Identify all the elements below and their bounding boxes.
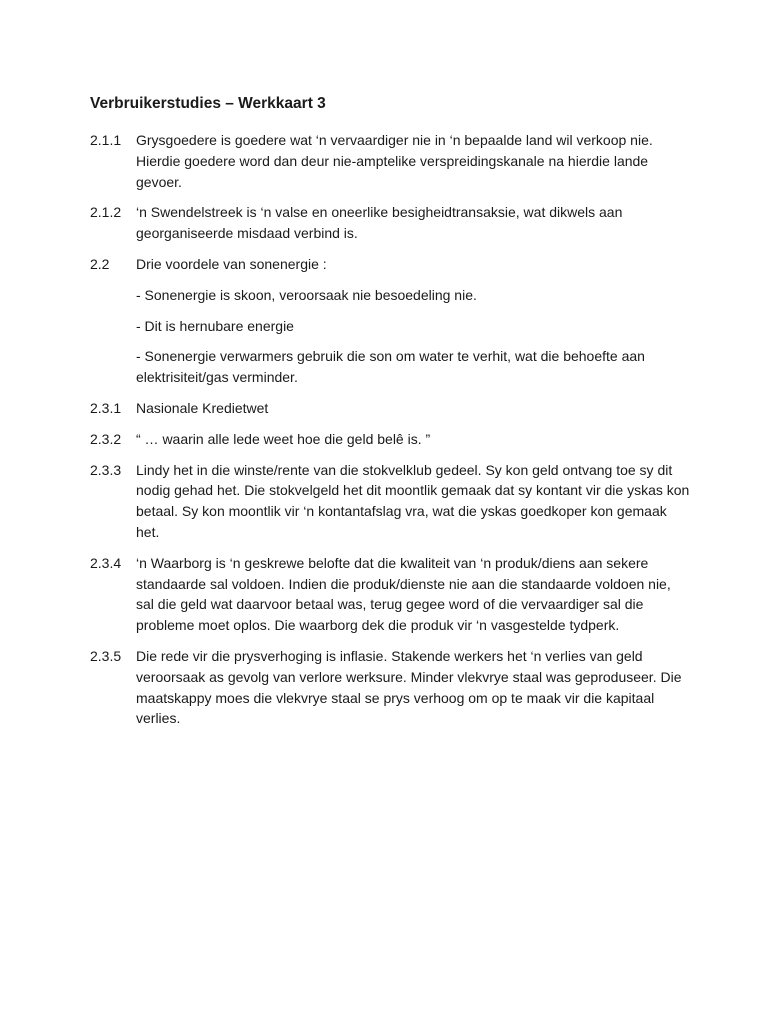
item-number: 2.3.3 xyxy=(90,461,122,478)
item-text: Drie voordele van sonenergie : xyxy=(136,255,327,272)
item-number: 2.3.1 xyxy=(90,399,122,416)
item-2-3-1 xyxy=(90,398,690,419)
item-2-1-2 xyxy=(90,202,690,244)
document-title: Verbruikerstudies – Werkkaart 3 xyxy=(90,95,326,112)
item-text: ‘n Waarborg is ‘n geskrewe belofte dat die kwaliteit van ‘n produk/diens aan sekere standaarde sal voldoen. Indien die produk/dienste nie aan die standaarde voldoen nie, sal die geld wat daarvoor betaal was, terug gegee word of die vervaardiger sal die probleme moet oplos. Die waarborg dek die produk vir ‘n vasgestelde tydperk. xyxy=(136,554,671,634)
item-number: 2.2 xyxy=(90,255,110,272)
item-2-3-2 xyxy=(90,429,690,450)
item-number: 2.3.4 xyxy=(90,554,122,571)
item-text: “ … waarin alle lede weet hoe die geld belê is. ” xyxy=(136,430,431,447)
item-text: Grysgoedere is goedere wat ‘n vervaardiger nie in ‘n bepaalde land wil verkoop nie. Hierdie goedere word dan deur nie-amptelike verspreidingskanale na hierdie lande gevoer. xyxy=(136,132,653,190)
item-text: Die rede vir die prysverhoging is inflasie. Stakende werkers het ‘n verlies van geld veroorsaak as gevolg van verlore werksure. Minder vlekvrye staal was geproduseer. Die maatskappy moes die vlekvrye staal se prys verhoog om op te maak vir die kapitaal verlies. xyxy=(136,647,682,727)
item-number: 2.1.2 xyxy=(90,204,122,221)
item-number: 2.1.1 xyxy=(90,132,122,148)
item-2-3-3 xyxy=(90,460,690,543)
item-2-1-1 xyxy=(90,130,690,192)
document-page xyxy=(90,94,690,739)
item-text: ‘n Swendelstreek is ‘n valse en oneerlike besigheidtransaksie, wat dikwels aan georganiseerde misdaad verbind is. xyxy=(136,204,623,242)
item-text: Lindy het in die winste/rente van die stokvelklub gedeel. Sy kon geld ontvang toe sy dit nodig gehad het. Die stokvelgeld het dit moontlik gemaak dat sy kontant vir die yskas kon betaal. Sy kon moontlik vir ‘n kontantafslag vra, wat die yskas goedkoper kon gemaak het. xyxy=(136,461,690,540)
sub-item: - Sonenergie verwarmers gebruik die son om water te verhit, wat die behoefte aan elektrisiteit/gas verminder. xyxy=(136,348,645,386)
sub-item: - Dit is hernubare energie xyxy=(136,317,294,334)
item-2-3-4 xyxy=(90,553,690,636)
sub-item: - Sonenergie is skoon, veroorsaak nie besoedeling nie. xyxy=(136,286,477,303)
item-number: 2.3.2 xyxy=(90,430,122,447)
item-2-3-5 xyxy=(90,646,690,729)
item-2-2 xyxy=(90,254,690,275)
item-text: Nasionale Kredietwet xyxy=(136,399,269,416)
item-number: 2.3.5 xyxy=(90,647,122,664)
